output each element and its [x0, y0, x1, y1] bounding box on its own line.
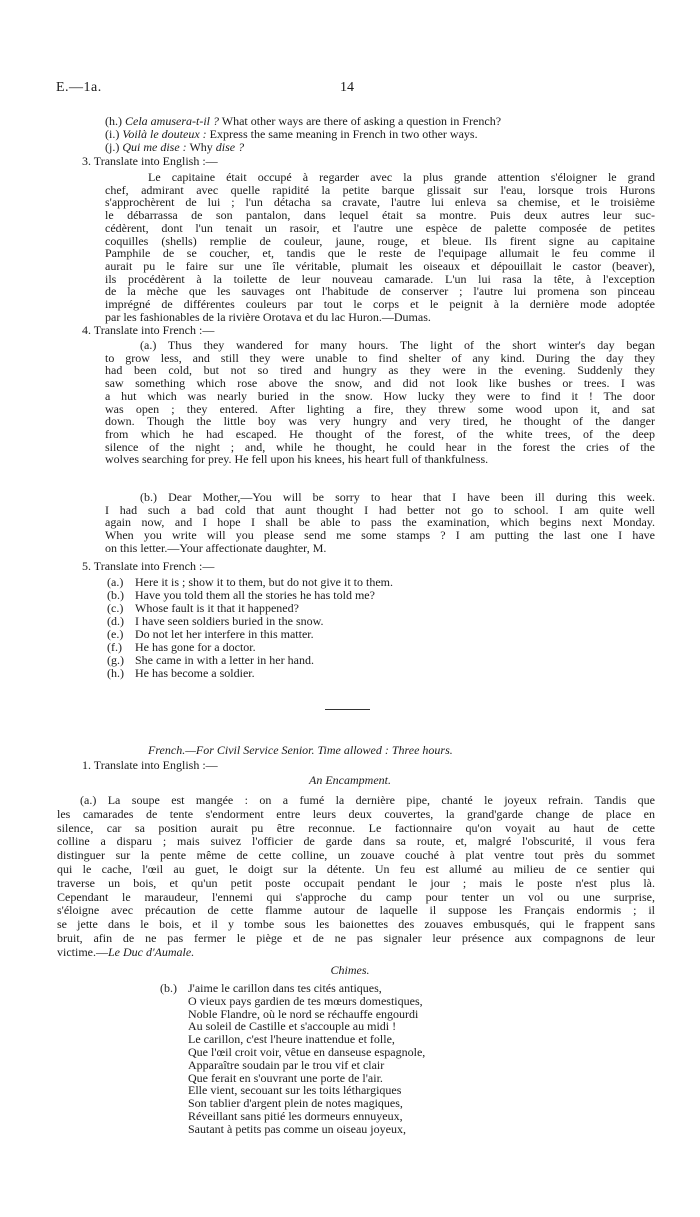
- passage-line: imprégné de différentes couleurs par tout le corps et le peignit à la dernière mode adoptée: [105, 297, 655, 311]
- q5-item-label: (h.): [107, 666, 124, 680]
- poem-line: J'aime le carillon dans tes cités antiques,: [188, 981, 382, 995]
- passage-line: s'approchèrent de lui ; l'un détacha sa cravate, l'autre lui enleva sa chemise, et le troisième: [105, 195, 655, 210]
- passage-line: de la mèche que les sauvages ont l'habitude de conserver ; l'autre lui promena son pinceau: [105, 284, 655, 299]
- passage-line: s'éloigne avec précaution de cette flamme autour de laquelle il suppose les Français endormis ; il: [57, 903, 655, 918]
- passage-line: had been cold, but not so tired and hungry as they were in the evening. Suddenly they: [105, 363, 655, 378]
- passage-line: le débarrassa de son pantalon, dans lequel était sa montre. Puis deux autres leur suc-: [105, 208, 655, 223]
- q5-item-text: He has become a soldier.: [135, 666, 255, 680]
- q5-item-text: Here it is ; show it to them, but do not give it to them.: [135, 575, 393, 589]
- poem-line: O vieux pays gardien de tes mœurs domestiques,: [188, 993, 423, 1008]
- passage-line: ils procédèrent à la toilette de leur nouveau camarade. L'un lui rasa la tête, à l'exception: [105, 271, 655, 286]
- poem-line: Que ferait en s'ouvrant une porte de l'air.: [188, 1070, 383, 1085]
- passage-line: traverse un bois, et qu'un petit poste occupait pendant le jour ; mais le poste n'est plus là.: [57, 875, 655, 890]
- q5-item-text: Do not let her interfere in this matter.: [135, 627, 314, 641]
- passage-line: When you write will you please send me some stamps ? I am putting the last one I have: [105, 528, 655, 543]
- passage-line: par les fashionables de la rivière Orotava et du lac Huron.—Dumas.: [105, 309, 431, 324]
- s2-q1-heading: 1. Translate into English :—: [82, 758, 218, 772]
- poem-line: Noble Flandre, où le nord se réchauffe engourdi: [188, 1006, 419, 1021]
- passage-line: Le capitaine était occupé à regarder avec la plus grande attention s'éloigner le grand: [148, 170, 655, 184]
- passage-line: (b.) Dear Mother,—You will be sorry to hear that I have been ill during this week.: [140, 490, 655, 504]
- passage-line: to grow less, and still they were unable to find shelter of any kind. During the day they: [105, 350, 655, 365]
- passage-line: (a.) La soupe est mangée : on a fumé la dernière pipe, chanté le joyeux refrain. Tandis que: [80, 793, 655, 807]
- poem-line: Son tablier d'argent plein de notes magiques,: [188, 1096, 403, 1111]
- poem-line: Réveillant sans pitié les dormeurs ennuyeux,: [188, 1109, 403, 1123]
- poem-line: Apparaître soudain par le trou vif et clair: [188, 1057, 385, 1072]
- subtitle-encampment: An Encampment.: [309, 773, 391, 787]
- poem-line: Elle vient, secouant sur les toits léthargiques: [188, 1083, 402, 1098]
- q5-item-label: (g.): [107, 653, 124, 667]
- item-i: (i.) Voilà le douteux : Express the same meaning in French in two other ways.: [105, 127, 478, 141]
- passage-line: wolves searching for prey. He fell upon his knees, his heart full of thankfulness.: [105, 452, 489, 467]
- passage-line: silence of the night ; and, while he thought, he could hear in the forest the cries of the: [105, 439, 655, 454]
- passage-line: down. Though the little boy was very hungry and very tired, he thought of the danger: [105, 414, 655, 429]
- passage-line: Cependant le maraudeur, l'ennemi qui s'approche du camp pour tenter un vol ou une surprise,: [57, 889, 655, 904]
- q5-item-text: Have you told them all the stories he has told me?: [135, 588, 375, 602]
- passage-line: qui le cache, l'œil au guet, le doigt sur la détente. Un feu est allumé au milieu de ce sentier qui: [57, 862, 655, 876]
- poem-label: (b.): [160, 981, 177, 995]
- passage-line: colline a disparu ; mais suivez l'officier de garde dans sa route, et, malgré l'obscurité, il vous fera: [57, 834, 655, 849]
- q5-item-label: (c.): [107, 601, 124, 615]
- subtitle-chimes: Chimes.: [330, 963, 370, 977]
- poem-line: Au soleil de Castille et s'accouple au midi !: [188, 1019, 397, 1034]
- passage-line: cédèrent, dont l'un tenait un rasoir, et l'autre une espèce de palette composée de petites: [105, 220, 655, 235]
- q3-heading: 3. Translate into English :—: [82, 154, 218, 168]
- passage-line: saw something which rose above the snow, and did not look like bushes or trees. I was: [105, 376, 655, 391]
- item-j: (j.) Qui me dise : Why dise ?: [105, 140, 245, 154]
- passage-line: se jette dans le bois, et il y tombe sous les baionettes des zouaves embusqués, qui le frappent sans: [57, 917, 655, 932]
- passage-line: a hut which was nearly buried in the snow. How lucky they were to find it ! The door: [105, 388, 655, 403]
- q5-item-text: I have seen soldiers buried in the snow.: [135, 614, 324, 628]
- encampment-attribution: victime.—Le Duc d'Aumale.: [57, 945, 195, 959]
- passage-line: distinguer sur la pente même de cette colline, un zouave couché à plat ventre tout près du sommet: [57, 848, 655, 863]
- report-code: E.—1a.: [56, 80, 102, 95]
- q4-heading: 4. Translate into French :—: [82, 323, 215, 337]
- passage-line: silence, car sa position aurait pu être reconnue. Le factionnaire qu'on voyait au haut de cette: [57, 820, 655, 835]
- passage-line: bruit, afin de ne pas fermer le piège et de ne pas signaler leur présence aux compagnons de leur: [57, 931, 655, 945]
- passage-line: again now, and I hope I shall be able to pass the examination, which begins next Monday.: [105, 515, 655, 530]
- q5-item-text: Whose fault is it that it happened?: [135, 601, 299, 615]
- poem-line: Que l'œil croit voir, vêtue en danseuse espagnole,: [188, 1045, 426, 1059]
- item-h: (h.) Cela amusera-t-il ? What other ways are there of asking a question in French?: [105, 114, 502, 128]
- passage-line: aurait pu le faire sur une île véritable, plumait les oiseaux et dépouillait le castor (beaver),: [105, 258, 655, 273]
- passage-line: was open ; they entered. After lighting a fire, they threw some wood upon it, and sat: [105, 401, 655, 416]
- q5-item-label: (f.): [107, 640, 122, 654]
- q5-item-text: He has gone for a doctor.: [135, 640, 256, 654]
- passage-line: (a.) Thus they wandered for many hours. The light of the short winter's day began: [140, 338, 655, 352]
- section-divider: [325, 709, 370, 710]
- poem-line: Sautant à petits pas comme un oiseau joyeux,: [188, 1121, 406, 1136]
- passage-line: I had such a bad cold that aunt thought I had better not go to school. I am quite well: [105, 502, 655, 517]
- q5-heading: 5. Translate into French :—: [82, 559, 215, 573]
- passage-line: Pamphile de se coucher, et, tandis que le reste de l'equipage allumait le feu comme il: [105, 246, 655, 261]
- passage-line: on this letter.—Your affectionate daughter, M.: [105, 540, 327, 555]
- passage-line: from which he had escaped. He thought of the forest, of the white trees, of the deep: [105, 426, 655, 441]
- q5-item-label: (e.): [107, 627, 124, 641]
- page-number: 14: [340, 80, 354, 95]
- poem-line: Le carillon, c'est l'heure inattendue et folle,: [188, 1032, 395, 1047]
- q5-item-label: (a.): [107, 575, 124, 589]
- passage-line: chef, admirant avec quelle rapidité la petite barque glissait sur l'eau, lorsque trois Hurons: [105, 182, 655, 197]
- section-title: French.—For Civil Service Senior. Time allowed : Three hours.: [148, 743, 453, 757]
- passage-line: coquilles (shells) remplie de couleur, jaune, rouge, et bleue. Ils firent signe au capitaine: [105, 233, 655, 248]
- q5-item-label: (d.): [107, 614, 124, 628]
- q5-item-text: She came in with a letter in her hand.: [135, 653, 314, 667]
- passage-line: les camarades de tente s'endorment entre leurs deux couvertes, la grand'garde change de place en: [57, 806, 655, 821]
- q5-item-label: (b.): [107, 588, 124, 602]
